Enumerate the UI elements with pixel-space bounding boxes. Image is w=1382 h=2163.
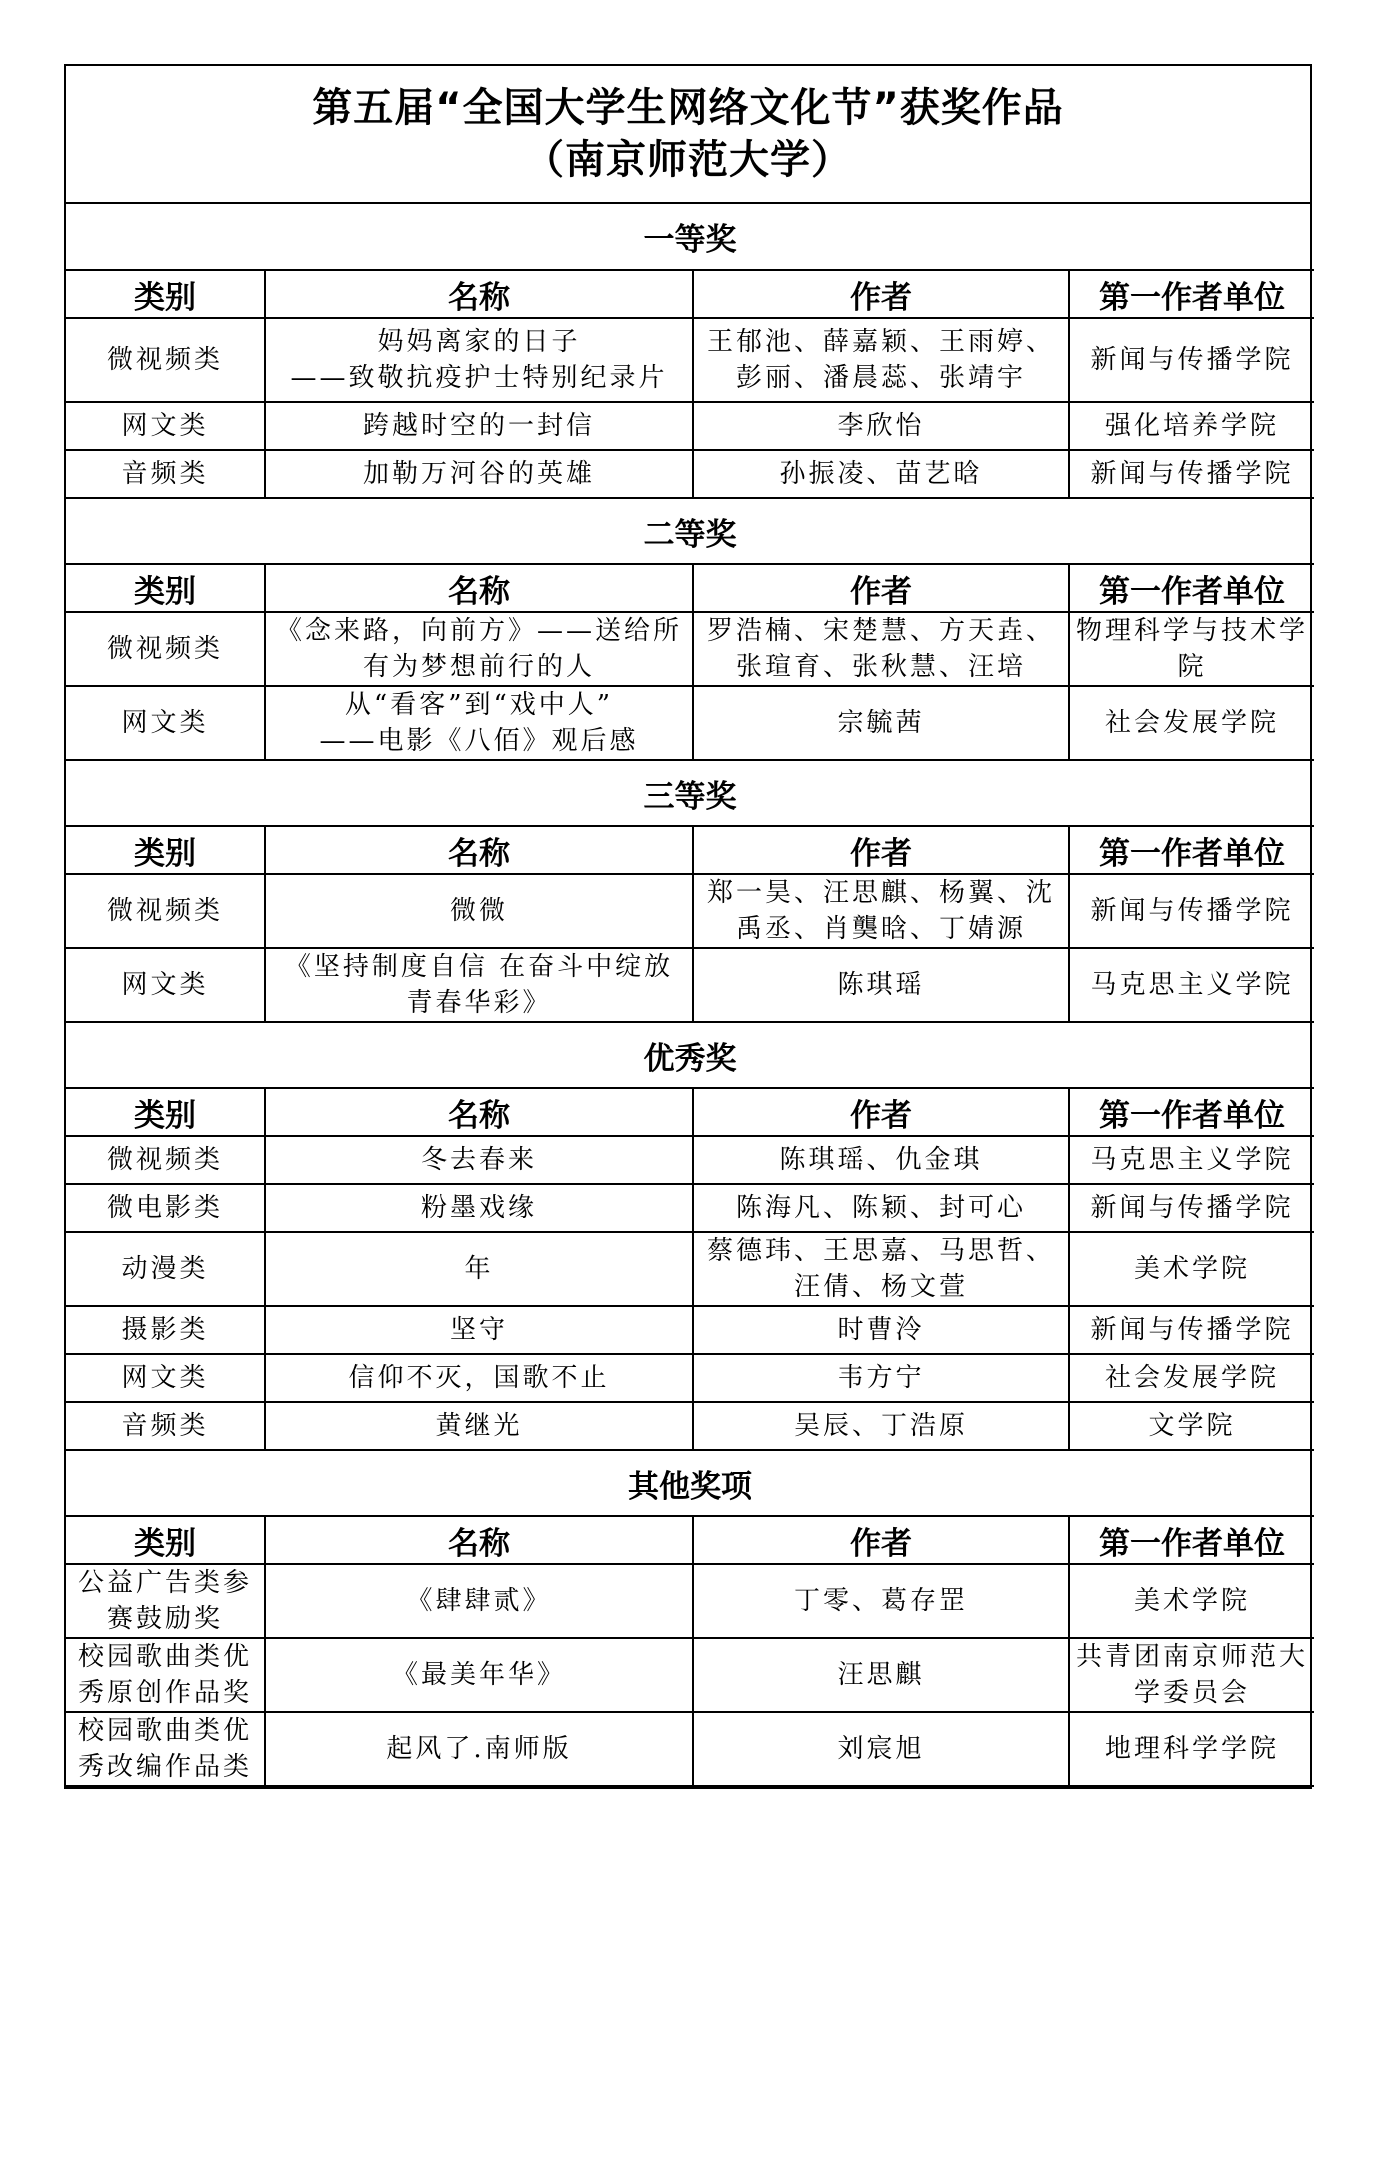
award-section-row	[66, 1022, 1314, 1088]
cell-author: 孙振凌、苗艺晗	[693, 450, 1069, 498]
cell-unit: 强化培养学院	[1069, 402, 1314, 450]
cell-unit: 美术学院	[1069, 1564, 1314, 1638]
cell-name: 粉墨戏缘	[265, 1184, 693, 1232]
award-section-row	[66, 204, 1314, 270]
cell-category: 音频类	[66, 1402, 265, 1450]
header-name: 名称	[265, 1088, 693, 1136]
cell-unit: 美术学院	[1069, 1232, 1314, 1306]
cell-name: 信仰不灭，国歌不止	[265, 1354, 693, 1402]
cell-name: 跨越时空的一封信	[265, 402, 693, 450]
cell-unit: 物理科学与技术学 院	[1069, 612, 1314, 686]
cell-unit: 新闻与传播学院	[1069, 318, 1314, 402]
table-row	[66, 1306, 1314, 1354]
cell-unit: 新闻与传播学院	[1069, 874, 1314, 948]
cell-name: 冬去春来	[265, 1136, 693, 1184]
cell-unit: 新闻与传播学院	[1069, 450, 1314, 498]
cell-author: 丁零、葛存罡	[693, 1564, 1069, 1638]
column-header-row	[66, 564, 1314, 612]
cell-unit: 新闻与传播学院	[1069, 1184, 1314, 1232]
table-row	[66, 1354, 1314, 1402]
header-unit: 第一作者单位	[1069, 1516, 1314, 1564]
cell-category: 公益广告类参 赛鼓励奖	[66, 1564, 265, 1638]
cell-name: 从“看客”到“戏中人” ——电影《八佰》观后感	[265, 686, 693, 760]
award-document	[64, 64, 1312, 1789]
table-row	[66, 686, 1314, 760]
cell-category: 摄影类	[66, 1306, 265, 1354]
cell-category: 微视频类	[66, 1136, 265, 1184]
table-row	[66, 1184, 1314, 1232]
header-unit: 第一作者单位	[1069, 564, 1314, 612]
cell-author: 吴辰、丁浩原	[693, 1402, 1069, 1450]
table-row	[66, 874, 1314, 948]
column-header-row	[66, 270, 1314, 318]
cell-name: 《坚持制度自信 在奋斗中绽放 青春华彩》	[265, 948, 693, 1022]
header-category: 类别	[66, 1088, 265, 1136]
cell-author: 蔡德玮、王思嘉、马思哲、 汪倩、杨文萱	[693, 1232, 1069, 1306]
header-author: 作者	[693, 564, 1069, 612]
table-row	[66, 612, 1314, 686]
table-row	[66, 1402, 1314, 1450]
cell-name: 微微	[265, 874, 693, 948]
cell-category: 校园歌曲类优 秀原创作品奖	[66, 1638, 265, 1712]
cell-author: 王郁池、薛嘉颖、王雨婷、 彭丽、潘晨蕊、张靖宇	[693, 318, 1069, 402]
cell-author: 韦方宁	[693, 1354, 1069, 1402]
header-unit: 第一作者单位	[1069, 1088, 1314, 1136]
header-author: 作者	[693, 1088, 1069, 1136]
cell-category: 网文类	[66, 686, 265, 760]
cell-category: 音频类	[66, 450, 265, 498]
cell-unit: 社会发展学院	[1069, 686, 1314, 760]
header-name: 名称	[265, 564, 693, 612]
cell-author: 宗毓茜	[693, 686, 1069, 760]
table-row	[66, 1564, 1314, 1638]
header-author: 作者	[693, 270, 1069, 318]
cell-author: 李欣怡	[693, 402, 1069, 450]
award-level-title: 其他奖项	[66, 1450, 1314, 1516]
table-row	[66, 1136, 1314, 1184]
cell-category: 微电影类	[66, 1184, 265, 1232]
cell-category: 网文类	[66, 402, 265, 450]
cell-category: 微视频类	[66, 612, 265, 686]
cell-category: 动漫类	[66, 1232, 265, 1306]
header-name: 名称	[265, 826, 693, 874]
cell-author: 陈琪瑶	[693, 948, 1069, 1022]
header-category: 类别	[66, 270, 265, 318]
header-unit: 第一作者单位	[1069, 270, 1314, 318]
award-level-title: 三等奖	[66, 760, 1314, 826]
header-category: 类别	[66, 1516, 265, 1564]
title-line-2: （南京师范大学）	[524, 137, 852, 183]
cell-unit: 文学院	[1069, 1402, 1314, 1450]
cell-author: 汪思麒	[693, 1638, 1069, 1712]
table-row	[66, 948, 1314, 1022]
cell-author: 刘宸旭	[693, 1712, 1069, 1786]
header-name: 名称	[265, 1516, 693, 1564]
cell-name: 《肆肆贰》	[265, 1564, 693, 1638]
title-line-1: 第五届“全国大学生网络文化节”获奖作品	[312, 85, 1064, 131]
award-level-title: 一等奖	[66, 204, 1314, 270]
header-author: 作者	[693, 1516, 1069, 1564]
cell-unit: 马克思主义学院	[1069, 1136, 1314, 1184]
header-author: 作者	[693, 826, 1069, 874]
table-row	[66, 402, 1314, 450]
cell-category: 网文类	[66, 948, 265, 1022]
cell-name: 年	[265, 1232, 693, 1306]
cell-author: 时曹泠	[693, 1306, 1069, 1354]
award-section-row	[66, 760, 1314, 826]
table-row	[66, 1232, 1314, 1306]
award-section-row	[66, 1450, 1314, 1516]
table-row	[66, 1712, 1314, 1786]
cell-unit: 马克思主义学院	[1069, 948, 1314, 1022]
cell-unit: 共青团南京师范大 学委员会	[1069, 1638, 1314, 1712]
cell-category: 校园歌曲类优 秀改编作品类	[66, 1712, 265, 1786]
table-row	[66, 1638, 1314, 1712]
cell-name: 《念来路，向前方》——送给所 有为梦想前行的人	[265, 612, 693, 686]
cell-author: 郑一昊、汪思麒、杨翼、沈 禹丞、肖龑晗、丁婧源	[693, 874, 1069, 948]
header-category: 类别	[66, 564, 265, 612]
cell-author: 罗浩楠、宋楚慧、方天垚、 张瑄育、张秋慧、汪培	[693, 612, 1069, 686]
cell-unit: 地理科学学院	[1069, 1712, 1314, 1786]
cell-category: 微视频类	[66, 318, 265, 402]
column-header-row	[66, 1088, 1314, 1136]
cell-unit: 社会发展学院	[1069, 1354, 1314, 1402]
cell-unit: 新闻与传播学院	[1069, 1306, 1314, 1354]
award-level-title: 二等奖	[66, 498, 1314, 564]
cell-name: 起风了.南师版	[265, 1712, 693, 1786]
cell-author: 陈海凡、陈颖、封可心	[693, 1184, 1069, 1232]
header-name: 名称	[265, 270, 693, 318]
cell-name: 妈妈离家的日子 ——致敬抗疫护士特别纪录片	[265, 318, 693, 402]
cell-name: 加勒万河谷的英雄	[265, 450, 693, 498]
cell-category: 微视频类	[66, 874, 265, 948]
awards-table	[66, 204, 1314, 1787]
cell-category: 网文类	[66, 1354, 265, 1402]
table-row	[66, 318, 1314, 402]
header-unit: 第一作者单位	[1069, 826, 1314, 874]
table-row	[66, 450, 1314, 498]
cell-name: 坚守	[265, 1306, 693, 1354]
cell-name: 《最美年华》	[265, 1638, 693, 1712]
cell-name: 黄继光	[265, 1402, 693, 1450]
column-header-row	[66, 1516, 1314, 1564]
column-header-row	[66, 826, 1314, 874]
cell-author: 陈琪瑶、仇金琪	[693, 1136, 1069, 1184]
header-category: 类别	[66, 826, 265, 874]
document-title	[66, 66, 1310, 204]
award-level-title: 优秀奖	[66, 1022, 1314, 1088]
award-section-row	[66, 498, 1314, 564]
